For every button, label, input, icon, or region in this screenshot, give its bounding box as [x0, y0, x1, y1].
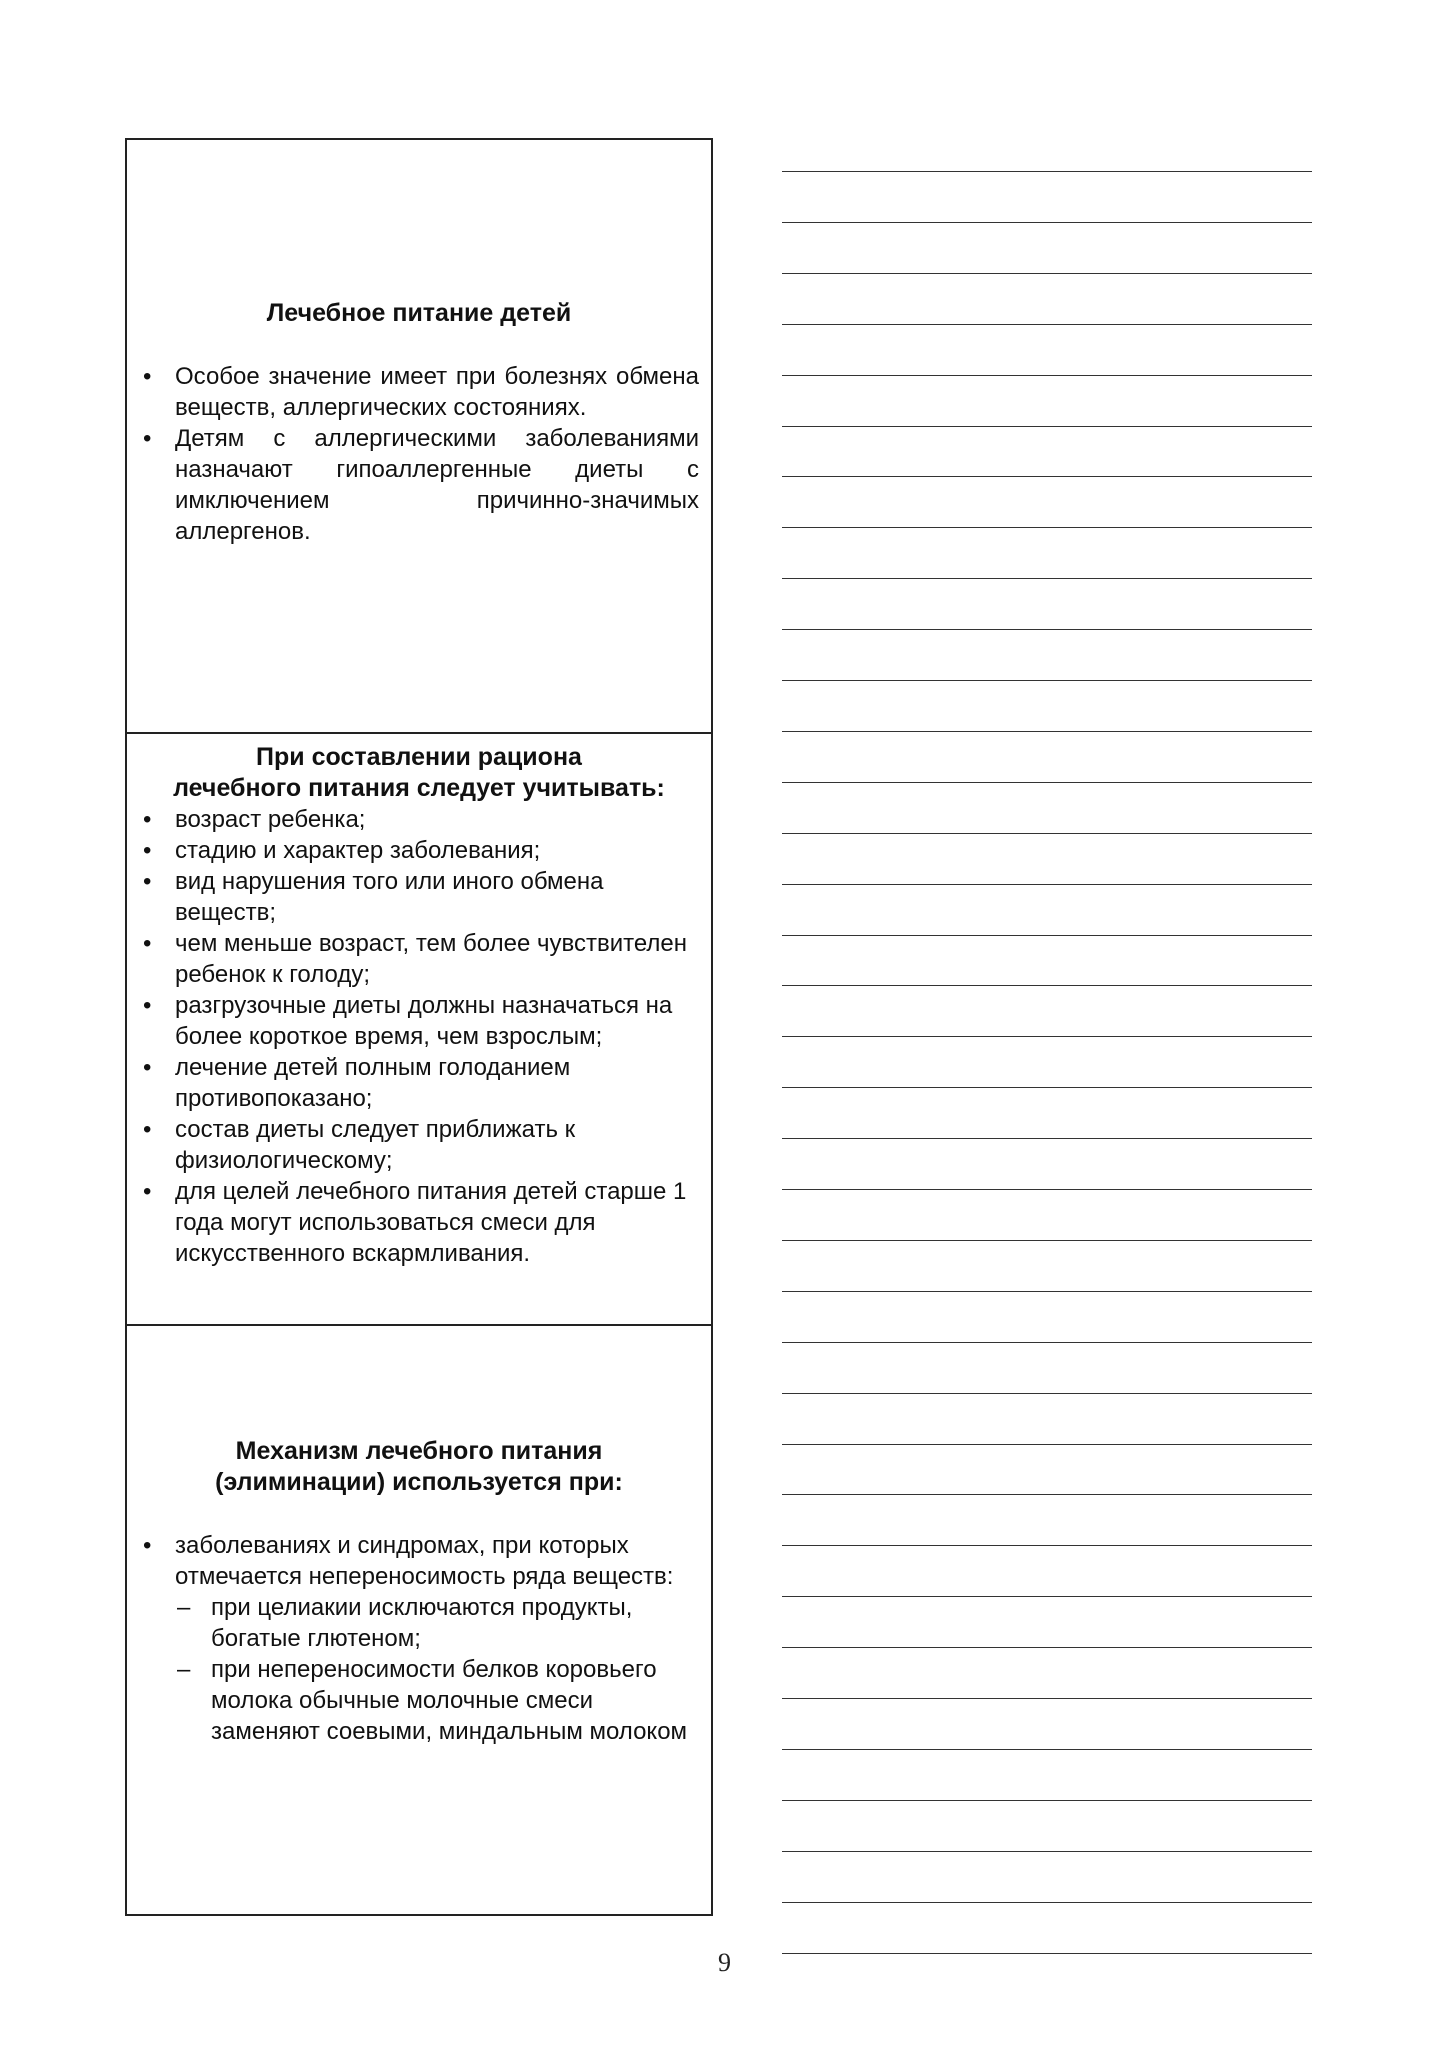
note-line	[782, 1393, 1312, 1394]
notes-area	[782, 0, 1312, 2050]
note-line	[782, 1342, 1312, 1343]
note-line	[782, 935, 1312, 936]
list-item-text: лечение детей полным голоданием противопоказано;	[175, 1054, 571, 1112]
slide-title-line1: При составлении рациона	[256, 743, 582, 771]
bullet-icon: •	[143, 363, 152, 390]
note-line	[782, 1698, 1312, 1699]
slide-title-line1: Механизм лечебного питания	[235, 1437, 603, 1465]
slide-title-line2: лечебного питания следует учитывать:	[173, 774, 665, 802]
note-line	[782, 1902, 1312, 1903]
list-item-text: стадию и характер заболевания;	[175, 837, 541, 864]
note-line	[782, 833, 1312, 834]
list-item	[141, 835, 699, 866]
list-item	[141, 1530, 699, 1747]
list-item-text: разгрузочные диеты должны назначаться на более короткое время, чем взрослым;	[175, 992, 673, 1050]
note-line	[782, 1851, 1312, 1852]
note-line	[782, 527, 1312, 528]
list-item-text: вид нарушения того или иного обмена веществ;	[175, 868, 604, 926]
note-line	[782, 1444, 1312, 1445]
bullet-icon: •	[143, 1054, 152, 1081]
note-line	[782, 1189, 1312, 1190]
slide-title	[127, 1436, 711, 1498]
bullet-icon: •	[143, 930, 152, 957]
sub-list-item-text: при целиакии исключаются продукты, богатые глютеном;	[211, 1594, 633, 1652]
note-line	[782, 731, 1312, 732]
note-line	[782, 324, 1312, 325]
note-line	[782, 1138, 1312, 1139]
note-line	[782, 1647, 1312, 1648]
list-item	[141, 804, 699, 835]
slide-title-line2: (элиминации) используется при:	[215, 1468, 623, 1496]
slide-column	[125, 138, 713, 1916]
note-line	[782, 884, 1312, 885]
bullet-icon: •	[143, 425, 152, 452]
note-line	[782, 1036, 1312, 1037]
bullet-icon: •	[143, 1532, 152, 1559]
list-item	[141, 866, 699, 928]
bullet-icon: •	[143, 1116, 152, 1143]
list-item-text: чем меньше возраст, тем более чувствителен ребенок к голоду;	[175, 930, 688, 988]
slide-therapeutic-nutrition	[127, 140, 711, 732]
slide-elimination-mechanism	[127, 1324, 711, 1916]
note-line	[782, 1596, 1312, 1597]
list-item	[141, 928, 699, 990]
bullet-list	[141, 804, 699, 1269]
list-item-text: заболеваниях и синдромах, при которых отмечается непереносимость ряда веществ:	[175, 1532, 674, 1590]
dash-icon: –	[177, 1594, 191, 1621]
bullet-icon: •	[143, 837, 152, 864]
page-number: 9	[718, 1948, 731, 1977]
note-line	[782, 578, 1312, 579]
list-item-text: Детям с аллергическими заболеваниями назначают гипоаллергенные диеты с имключением причинно-значимых аллергенов.	[175, 425, 699, 545]
dash-icon: –	[177, 1656, 191, 1683]
note-line	[782, 1749, 1312, 1750]
bullet-icon: •	[143, 868, 152, 895]
note-line	[782, 680, 1312, 681]
slide-diet-considerations	[127, 732, 711, 1324]
list-item-text: Особое значение имеет при болезнях обмена веществ, аллергических состояниях.	[175, 363, 699, 421]
bullet-icon: •	[143, 1178, 152, 1205]
note-line	[782, 1291, 1312, 1292]
slide-title	[127, 742, 711, 804]
sub-list-item-text: при непереносимости белков коровьего молока обычные молочные смеси заменяют соевыми, миндальным молоком	[211, 1656, 688, 1745]
list-item	[141, 1052, 699, 1114]
note-line	[782, 476, 1312, 477]
sub-list	[175, 1592, 699, 1747]
note-line	[782, 1494, 1312, 1495]
note-line	[782, 426, 1312, 427]
list-item	[141, 423, 699, 547]
note-line	[782, 1087, 1312, 1088]
sub-list-item	[175, 1654, 699, 1747]
list-item	[141, 990, 699, 1052]
note-line	[782, 782, 1312, 783]
list-item	[141, 361, 699, 423]
bullet-icon: •	[143, 806, 152, 833]
note-line	[782, 985, 1312, 986]
list-item-text: состав диеты следует приближать к физиологическому;	[175, 1116, 576, 1174]
note-line	[782, 1545, 1312, 1546]
note-line	[782, 171, 1312, 172]
note-line	[782, 375, 1312, 376]
bullet-icon: •	[143, 992, 152, 1019]
list-item	[141, 1114, 699, 1176]
list-item	[141, 1176, 699, 1269]
note-line	[782, 1800, 1312, 1801]
note-line	[782, 629, 1312, 630]
sub-list-item	[175, 1592, 699, 1654]
list-item-text: возраст ребенка;	[175, 806, 366, 833]
list-item-text: для целей лечебного питания детей старше 1 года могут использоваться смеси для искусственного вскармливания.	[175, 1178, 687, 1267]
note-line	[782, 273, 1312, 274]
slide-title: Лечебное питание детей	[266, 299, 572, 327]
bullet-list	[141, 1530, 699, 1747]
bullet-list	[141, 361, 699, 547]
note-line	[782, 1240, 1312, 1241]
note-line	[782, 222, 1312, 223]
